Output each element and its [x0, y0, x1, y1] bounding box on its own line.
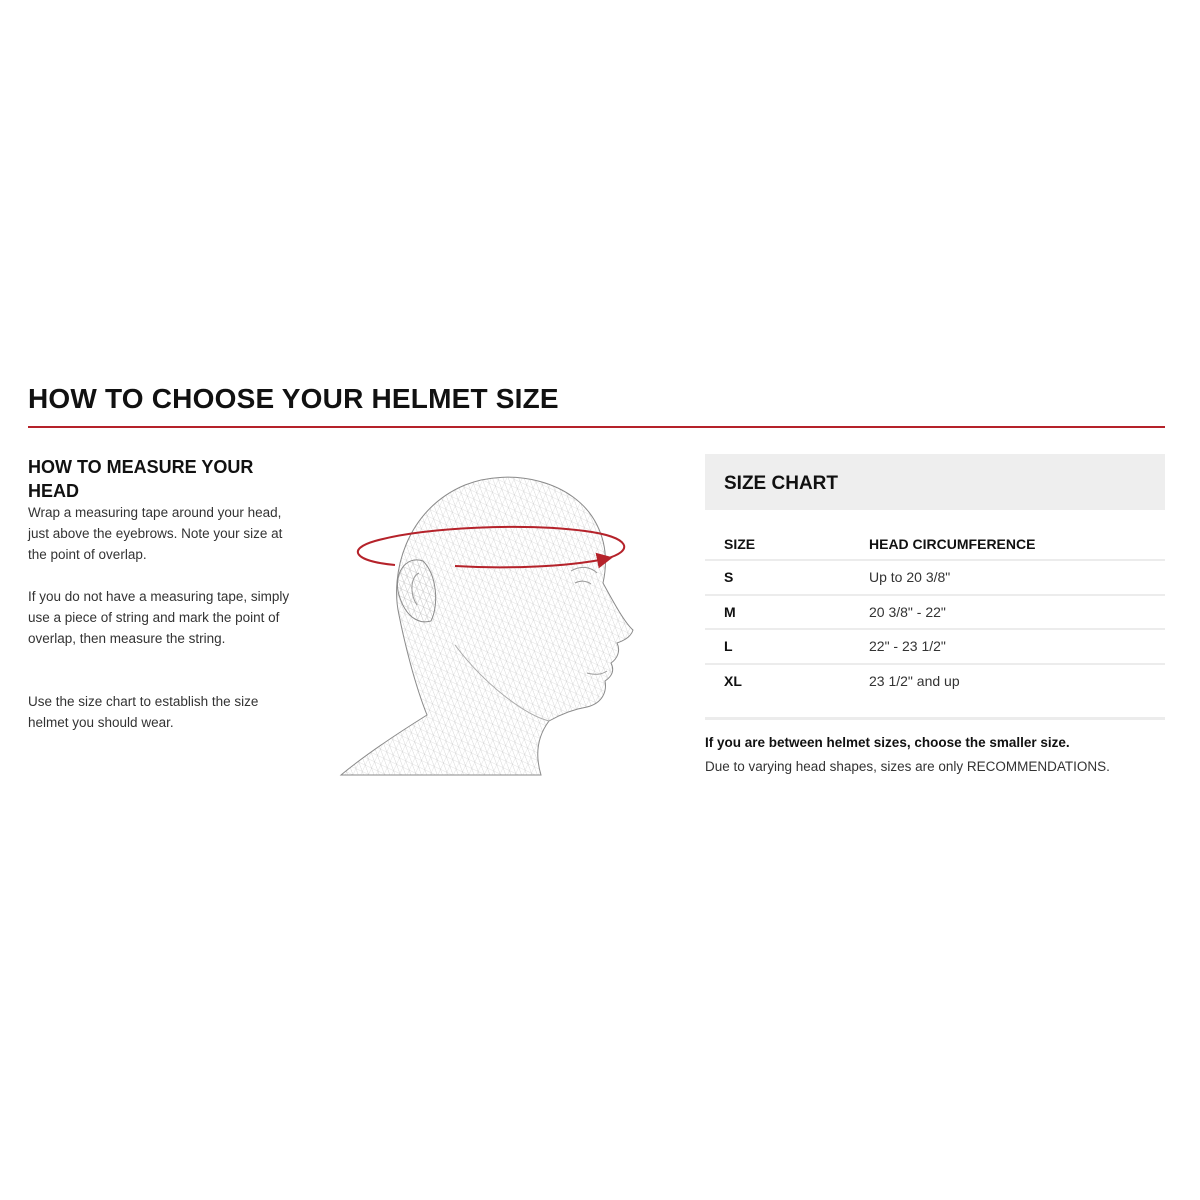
title-divider: [28, 426, 1165, 428]
sizing-advice: If you are between helmet sizes, choose the smaller size.: [705, 735, 1070, 750]
table-header-row: [705, 528, 1165, 561]
table-row: [705, 596, 1165, 631]
column-header-circumference: HEAD CIRCUMFERENCE: [869, 536, 1036, 552]
measure-paragraph: Wrap a measuring tape around your head, just above the eyebrows. Note your size at the point of overlap.: [28, 505, 283, 562]
measure-paragraph: Use the size chart to establish the size helmet you should wear.: [28, 694, 259, 730]
size-cell: M: [724, 603, 736, 620]
wireframe-head-icon: [335, 465, 645, 780]
size-chart-title: SIZE CHART: [724, 473, 838, 494]
table-bottom-divider: [705, 699, 1165, 720]
size-cell: XL: [724, 672, 742, 689]
page-title: HOW TO CHOOSE YOUR HELMET SIZE: [28, 383, 559, 414]
sizing-disclaimer: Due to varying head shapes, sizes are only RECOMMENDATIONS.: [705, 759, 1110, 774]
size-cell: L: [724, 638, 733, 654]
circumference-cell: Up to 20 3/8": [869, 569, 951, 585]
size-chart-header: [705, 454, 1165, 510]
circumference-cell: 22" - 23 1/2": [869, 638, 946, 654]
size-table: [705, 528, 1165, 720]
table-row: [705, 665, 1165, 700]
circumference-cell: 23 1/2" and up: [869, 672, 960, 689]
table-row: [705, 561, 1165, 596]
column-header-size: SIZE: [724, 536, 756, 552]
circumference-cell: 20 3/8" - 22": [869, 603, 946, 620]
measure-paragraph: If you do not have a measuring tape, simply use a piece of string and mark the point of overlap, then measure the string.: [28, 589, 290, 646]
table-row: [705, 630, 1165, 665]
measure-heading: HOW TO MEASURE YOUR HEAD: [28, 457, 254, 501]
size-cell: S: [724, 569, 734, 585]
head-outline: [341, 477, 633, 775]
